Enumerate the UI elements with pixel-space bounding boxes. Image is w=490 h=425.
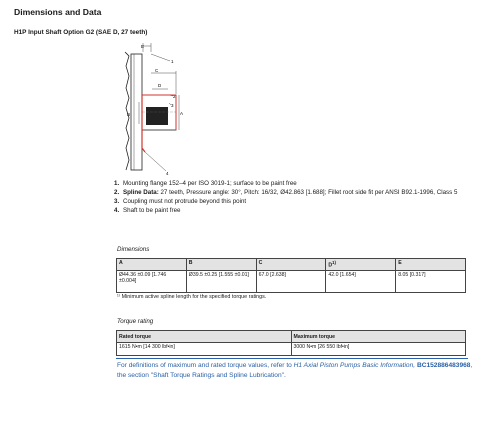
notes-list: [114, 180, 474, 216]
info-doc-title: H1 Axial Piston Pumps Basic Information,: [293, 362, 416, 369]
note-item: [114, 207, 474, 216]
section-title: Dimensions and Data: [14, 7, 102, 17]
page-subtitle: H1P Input Shaft Option G2 (SAE D, 27 teeth): [14, 29, 148, 36]
dimension-letter-a: A: [180, 111, 184, 116]
info-text-2: , the section "Shaft Torque Ratings and Spline Lubrication".: [117, 362, 473, 379]
dimensions-table: [116, 258, 466, 293]
cell-d: 42.0 [1.654]: [326, 270, 396, 292]
table-row: [117, 270, 466, 292]
callout-2: 2: [173, 94, 176, 99]
header-c: C: [256, 259, 326, 271]
dimensions-caption: Dimensions: [117, 246, 150, 253]
table-row: [117, 343, 466, 356]
cell-maximum-torque: 3000 N•m [26 550 lbf•in]: [291, 343, 466, 356]
info-text-1: For definitions of maximum and rated torque values, refer to: [117, 362, 294, 369]
table-header-row: [117, 331, 466, 343]
dimension-letter-d: D: [158, 83, 162, 88]
info-divider: [116, 358, 468, 359]
note-text: 27 teeth, Pressure angle: 30°, Pitch: 16/32, Ø42.863 [1.688]; Fillet root side fit per ANSI B92.1-1996, Class 5: [158, 188, 458, 196]
info-note: [117, 361, 477, 381]
callout-4: 4: [166, 171, 169, 176]
header-a: A: [117, 259, 187, 271]
flange-outline: [125, 52, 129, 170]
header-b: B: [186, 259, 256, 271]
note-text: Coupling must not protrude beyond this point: [123, 197, 247, 205]
footnote-marker: 1): [332, 260, 336, 265]
shaft-drawing: [112, 42, 192, 177]
header-d: [326, 259, 396, 271]
note-item: [114, 198, 474, 207]
flange-body: [131, 54, 142, 170]
cell-b: Ø39.5 ±0.25 [1.555 ±0.01]: [186, 270, 256, 292]
table-header-row: [117, 259, 466, 271]
torque-caption: Torque rating: [117, 318, 154, 325]
header-d-label: D: [328, 262, 333, 269]
header-e: E: [396, 259, 466, 271]
callout-1: 1: [171, 59, 174, 64]
torque-table: [116, 330, 466, 356]
note-text: Mounting flange 152–4 per ISO 3019-1; surface to be paint free: [123, 180, 297, 187]
note-text: Shaft to be paint free: [123, 206, 181, 214]
callout-3: 3: [171, 103, 174, 108]
cell-a: Ø44.36 ±0.09 [1.746 ±0.004]: [117, 270, 187, 292]
note-label: Spline Data:: [123, 188, 159, 196]
header-rated-torque: Rated torque: [117, 331, 292, 343]
cell-c: 67.0 [2.638]: [256, 270, 326, 292]
cell-e: 8.05 [0.317]: [396, 270, 466, 292]
dimension-letter-b: B: [127, 112, 131, 117]
cell-rated-torque: 1615 N•m [14 300 lbf•in]: [117, 343, 292, 356]
note-item: [114, 189, 474, 198]
dimension-letter-e: E: [141, 44, 145, 49]
doc-number-link[interactable]: BC152886483968: [416, 362, 471, 369]
note-item: [114, 180, 474, 189]
header-maximum-torque: Maximum torque: [291, 331, 466, 343]
dimensions-footnote: ¹⁾ Minimum active spline length for the specified torque ratings.: [117, 294, 267, 300]
spline-area: [146, 107, 168, 125]
dimension-letter-c: C: [155, 68, 159, 73]
